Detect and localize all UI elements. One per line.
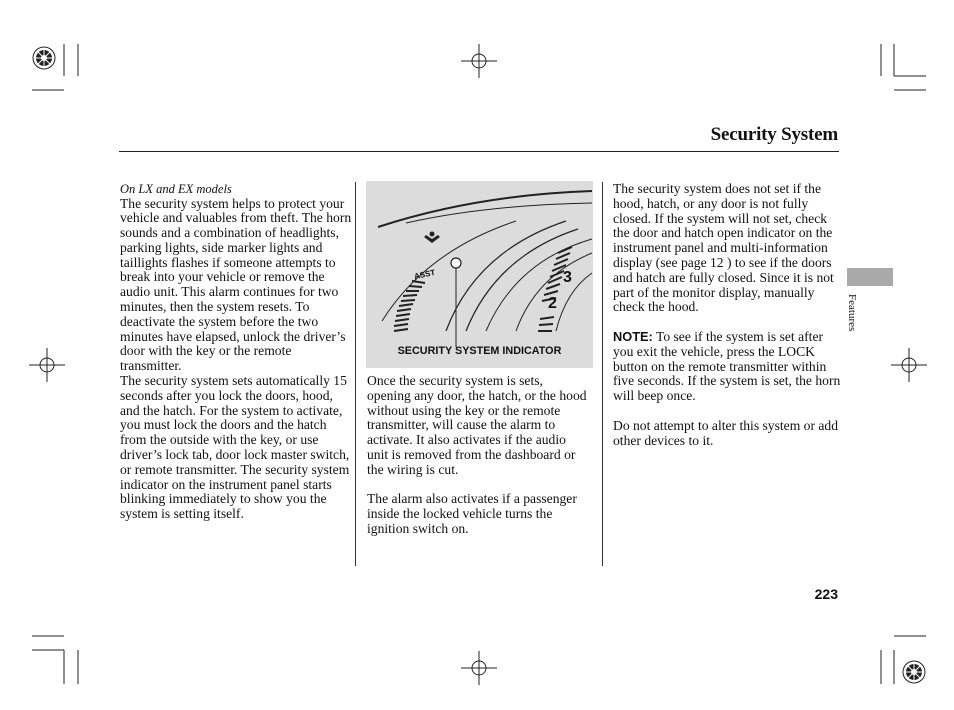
note-text: To see if the system is set after you exit the vehicle, press the LOCK button on the remote transmitter within five seconds. If the system is set, the horn will beep once. [613, 328, 841, 404]
page-title: Security System [710, 124, 838, 145]
title-rule [119, 151, 839, 152]
gauge-number-2: 2 [548, 295, 557, 312]
paragraph-auto-set: The security system sets automatically 15 seconds after you lock the doors, hood, and the hatch. For the system to activate, you must lock the doors and the hatch from the outside with the key, or use driver’s lock tab, door lock master switch, or remote transmitter. The security system indicator on the instrument panel starts blinking immediately to show you the system is setting itself. [120, 373, 350, 522]
asst-label: ASST [413, 267, 437, 282]
section-tab-label [844, 294, 864, 354]
page-number: 223 [814, 586, 838, 602]
column-1 [120, 182, 352, 522]
column-divider-1 [355, 182, 356, 566]
column-2 [367, 374, 589, 537]
section-tab-text: Features [846, 294, 858, 332]
security-indicator-figure [366, 181, 593, 368]
column-divider-2 [602, 182, 603, 566]
figure-caption: SECURITY SYSTEM INDICATOR [397, 345, 562, 357]
model-note: On LX and EX models [120, 182, 232, 196]
paragraph-alarm-trigger: Once the security system is sets, opening any door, the hatch, or the hood without using the key or the remote transmitter, will cause the alarm to activate. It also activates if the audio unit is removed from the dashboard or the wiring is cut. [367, 373, 587, 477]
gauge-number-3: 3 [563, 269, 572, 286]
paragraph-ignition: The alarm also activates if a passenger inside the locked vehicle turns the ignition switch on. [367, 491, 577, 536]
paragraph-warning: Do not attempt to alter this system or add other devices to it. [613, 417, 839, 448]
note-label: NOTE: [613, 328, 653, 344]
instrument-panel-illustration [366, 181, 593, 368]
column-3 [613, 182, 845, 448]
paragraph-intro: The security system helps to protect your vehicle and valuables from theft. The horn sounds and a combination of headlights, parking lights, side marker lights and taillights flashes if someone attempts to break into your vehicle or remove the audio unit. This alarm continues for two minutes, then the system resets. To deactivate the system before the two minutes have elapsed, unlock the driver’s door with the key or the remote transmitter. [120, 195, 352, 374]
note-paragraph [613, 330, 845, 404]
paragraph-not-set: The security system does not set if the hood, hatch, or any door is not fully closed. If the system will not set, check the door and hatch open indicator on the instrument panel and multi-information display (see page 12 ) to see if the doors and hatch are fully closed. Since it is not part of the monitor display, manually check the hood. [613, 181, 834, 315]
section-tab-marker [847, 268, 893, 286]
